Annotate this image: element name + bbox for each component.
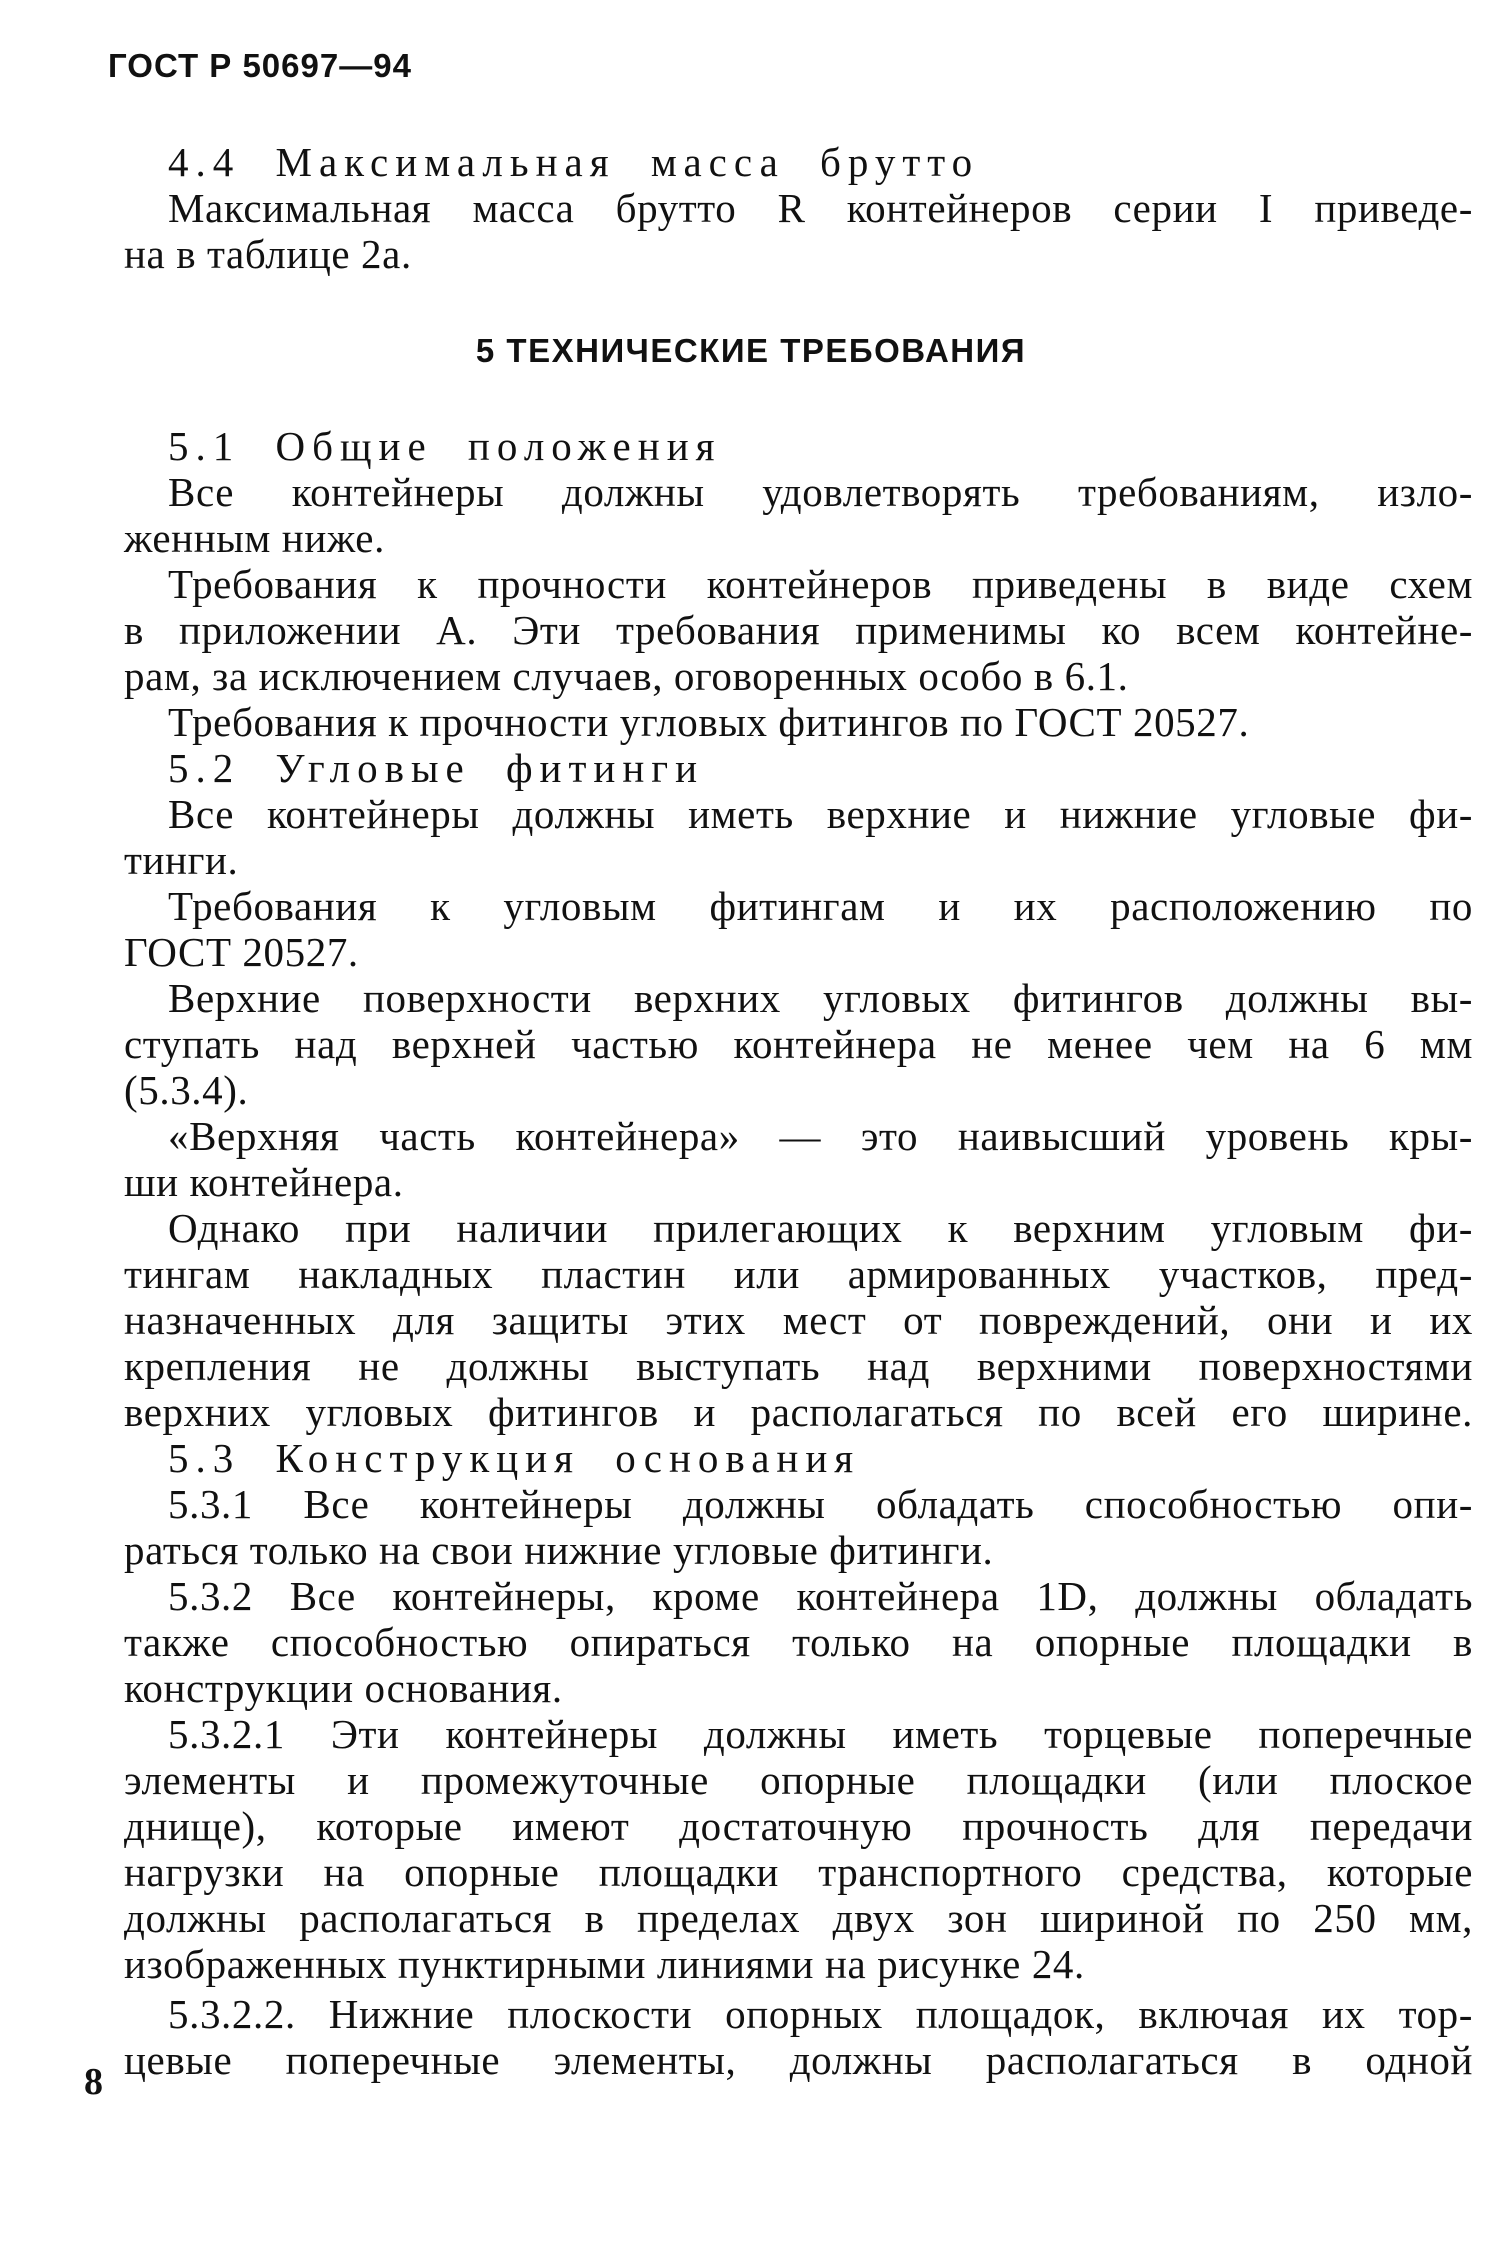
text-line: верхних угловых фитингов и располагаться по всей его ширине. (124, 1389, 1473, 1435)
text-line: Требования к угловым фитингам и их расположению по (168, 883, 1473, 929)
text-line: конструкции основания. (124, 1665, 563, 1711)
text-line: днище), которые имеют достаточную прочность для передачи (124, 1803, 1473, 1849)
text-line: Требования к прочности угловых фитингов по ГОСТ 20527. (168, 699, 1250, 745)
text-line: тинги. (124, 837, 239, 883)
subsection-heading: 5.3 Конструкция основания (168, 1435, 861, 1481)
text-line: тингам накладных пластин или армированных участков, пред- (124, 1251, 1473, 1297)
text-line: должны располагаться в пределах двух зон шириной по 250 мм, (124, 1895, 1473, 1941)
text-line: ши контейнера. (124, 1159, 404, 1205)
text-line: на в таблице 2а. (124, 231, 412, 277)
text-line: рам, за исключением случаев, оговоренных особо в 6.1. (124, 653, 1129, 699)
text-line: Максимальная масса брутто R контейнеров серии I приведе- (168, 185, 1473, 231)
text-line: женным ниже. (124, 515, 385, 561)
text-line: ГОСТ 20527. (124, 929, 359, 975)
text-line: также способностью опираться только на опорные площадки в (124, 1619, 1473, 1665)
section-title: 5 ТЕХНИЧЕСКИЕ ТРЕБОВАНИЯ (475, 332, 1027, 369)
text-line: крепления не должны выступать над верхними поверхностями (124, 1343, 1473, 1389)
text-line: (5.3.4). (124, 1067, 249, 1113)
text-line: 5.3.2.1 Эти контейнеры должны иметь торцевые поперечные (168, 1711, 1473, 1757)
subsection-heading: 4.4 Максимальная масса брутто (168, 139, 980, 185)
text-line: Требования к прочности контейнеров приведены в виде схем (168, 561, 1473, 607)
text-line: 5.3.2.2. Нижние плоскости опорных площадок, включая их тор- (168, 1991, 1473, 2037)
text-line: 5.3.2 Все контейнеры, кроме контейнера 1D, должны обладать (168, 1573, 1473, 1619)
text-line: элементы и промежуточные опорные площадки (или плоское (124, 1757, 1473, 1803)
subsection-heading: 5.2 Угловые фитинги (168, 745, 705, 791)
text-line: «Верхняя часть контейнера» — это наивысший уровень кры- (168, 1113, 1473, 1159)
text-line: Верхние поверхности верхних угловых фитингов должны вы- (168, 975, 1473, 1021)
text-line: 5.3.1 Все контейнеры должны обладать способностью опи- (168, 1481, 1473, 1527)
text-line: цевые поперечные элементы, должны располагаться в одной (124, 2037, 1473, 2083)
text-line: изображенных пунктирными линиями на рисунке 24. (124, 1941, 1085, 1987)
text-line: нагрузки на опорные площадки транспортного средства, которые (124, 1849, 1473, 1895)
text-line: раться только на свои нижние угловые фитинги. (124, 1527, 994, 1573)
text-line: назначенных для защиты этих мест от повреждений, они и их (124, 1297, 1473, 1343)
text-line: Однако при наличии прилегающих к верхним угловым фи- (168, 1205, 1473, 1251)
text-line: Все контейнеры должны удовлетворять требованиям, изло- (168, 469, 1473, 515)
text-line: Все контейнеры должны иметь верхние и нижние угловые фи- (168, 791, 1473, 837)
subsection-heading: 5.1 Общие положения (168, 423, 722, 469)
document-header: ГОСТ Р 50697—94 (108, 47, 412, 84)
page-number: 8 (84, 2061, 103, 2103)
text-line: в приложении А. Эти требования применимы ко всем контейне- (124, 607, 1473, 653)
text-line: ступать над верхней частью контейнера не менее чем на 6 мм (124, 1021, 1473, 1067)
